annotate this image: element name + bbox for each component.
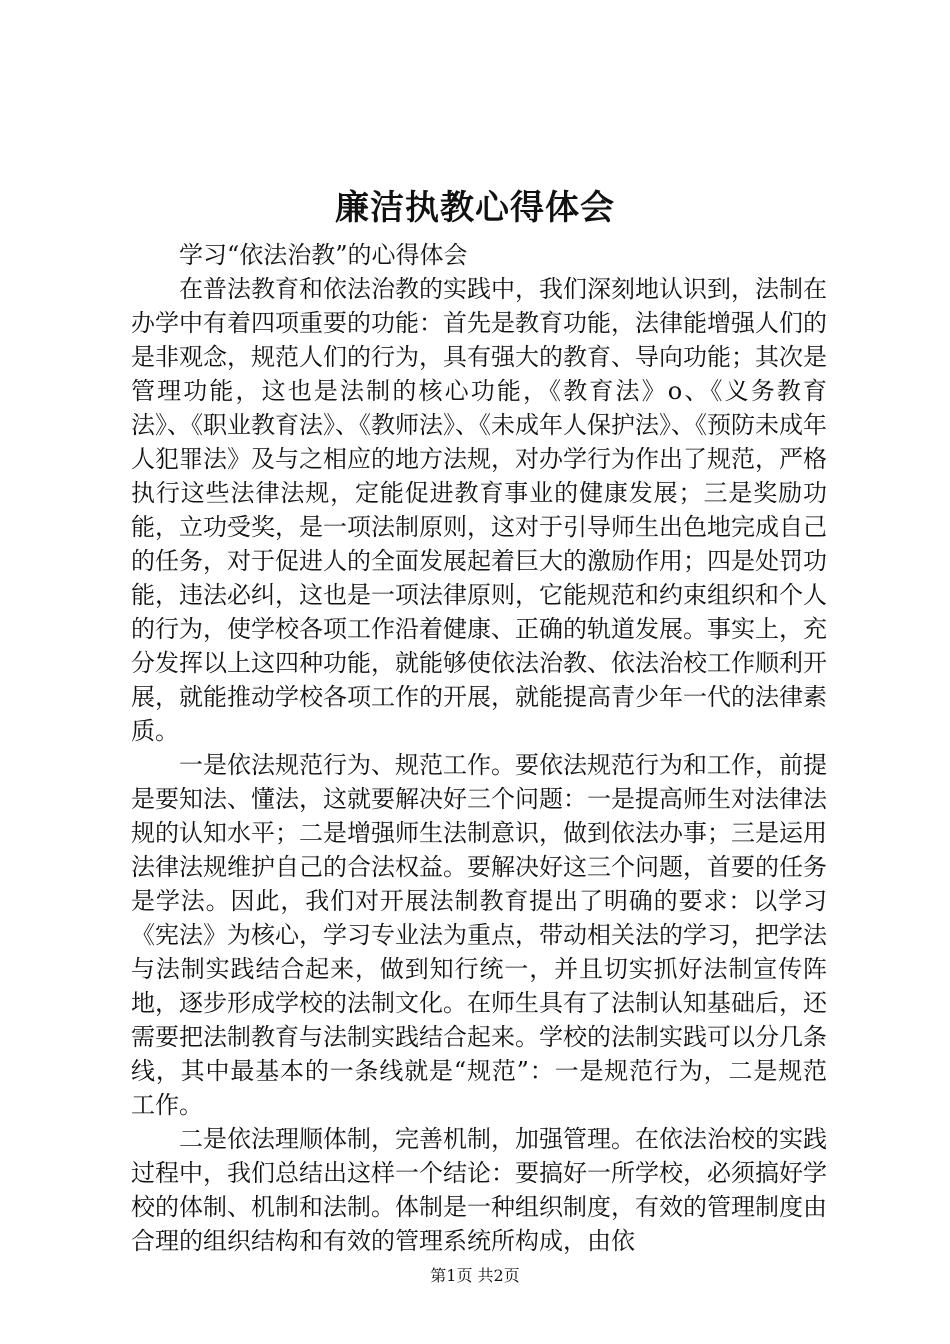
body-paragraph-1: 在普法教育和依法治教的实践中，我们深刻地认识到，法制在办学中有着四项重要的功能：首先是教育功能，法律能增强人们的是非观念，规范人们的行为，具有强大的教育、导向功能；其次是管理功能，这也是法制的核心功能，《教育法》o、《义务教育法》、《职业教育法》、《教师法》、《未成年人保护法》、《预防未成年人犯罪法》及与之相应的地方法规，对办学行为作出了规范，严格执行这些法律法规，定能促进教育事业的健康发展；三是奖励功能，立功受奖，是一项法制原则，这对于引导师生出色地完成自己的任务，对于促进人的全面发展起着巨大的激励作用；四是处罚功能，违法必纠，这也是一项法律原则，它能规范和约束组织和个人的行为，使学校各项工作沿着健康、正确的轨道发展。事实上，充分发挥以上这四种功能，就能够使依法治教、依法治校工作顺利开展，就能推动学校各项工作的开展，就能提高青少年一代的法律素质。 [131, 275, 827, 745]
body-paragraph-2: 一是依法规范行为、规范工作。要依法规范行为和工作，前提是要知法、懂法，这就要解决好三个问题：一是提高师生对法律法规的认知水平；二是增强师生法制意识，做到依法办事；三是运用法律法规维护自己的合法权益。要解决好这三个问题，首要的任务是学法。因此，我们对开展法制教育提出了明确的要求：以学习《宪法》为核心，学习专业法为重点，带动相关法的学习，把学法与法制实践结合起来，做到知行统一，并且切实抓好法制宣传阵地，逐步形成学校的法制文化。在师生具有了法制认知基础后，还需要把法制教育与法制实践结合起来。学校的法制实践可以分几条线，其中最基本的一条线就是“规范”：一是规范行为，二是规范工作。 [131, 751, 827, 1119]
page-footer: 第1页 共2页 [430, 1266, 520, 1285]
body-paragraph-3: 二是依法理顺体制，完善机制，加强管理。在依法治校的实践过程中，我们总结出这样一个结论：要搞好一所学校，必须搞好学校的体制、机制和法制。体制是一种组织制度，有效的管理制度由合理的组织结构和有效的管理系统所构成，由依 [131, 1125, 827, 1255]
document-subtitle: 学习“依法治教”的心得体会 [179, 241, 468, 269]
document-body [131, 238, 827, 1258]
document-title: 廉洁执教心得体会 [335, 188, 615, 228]
